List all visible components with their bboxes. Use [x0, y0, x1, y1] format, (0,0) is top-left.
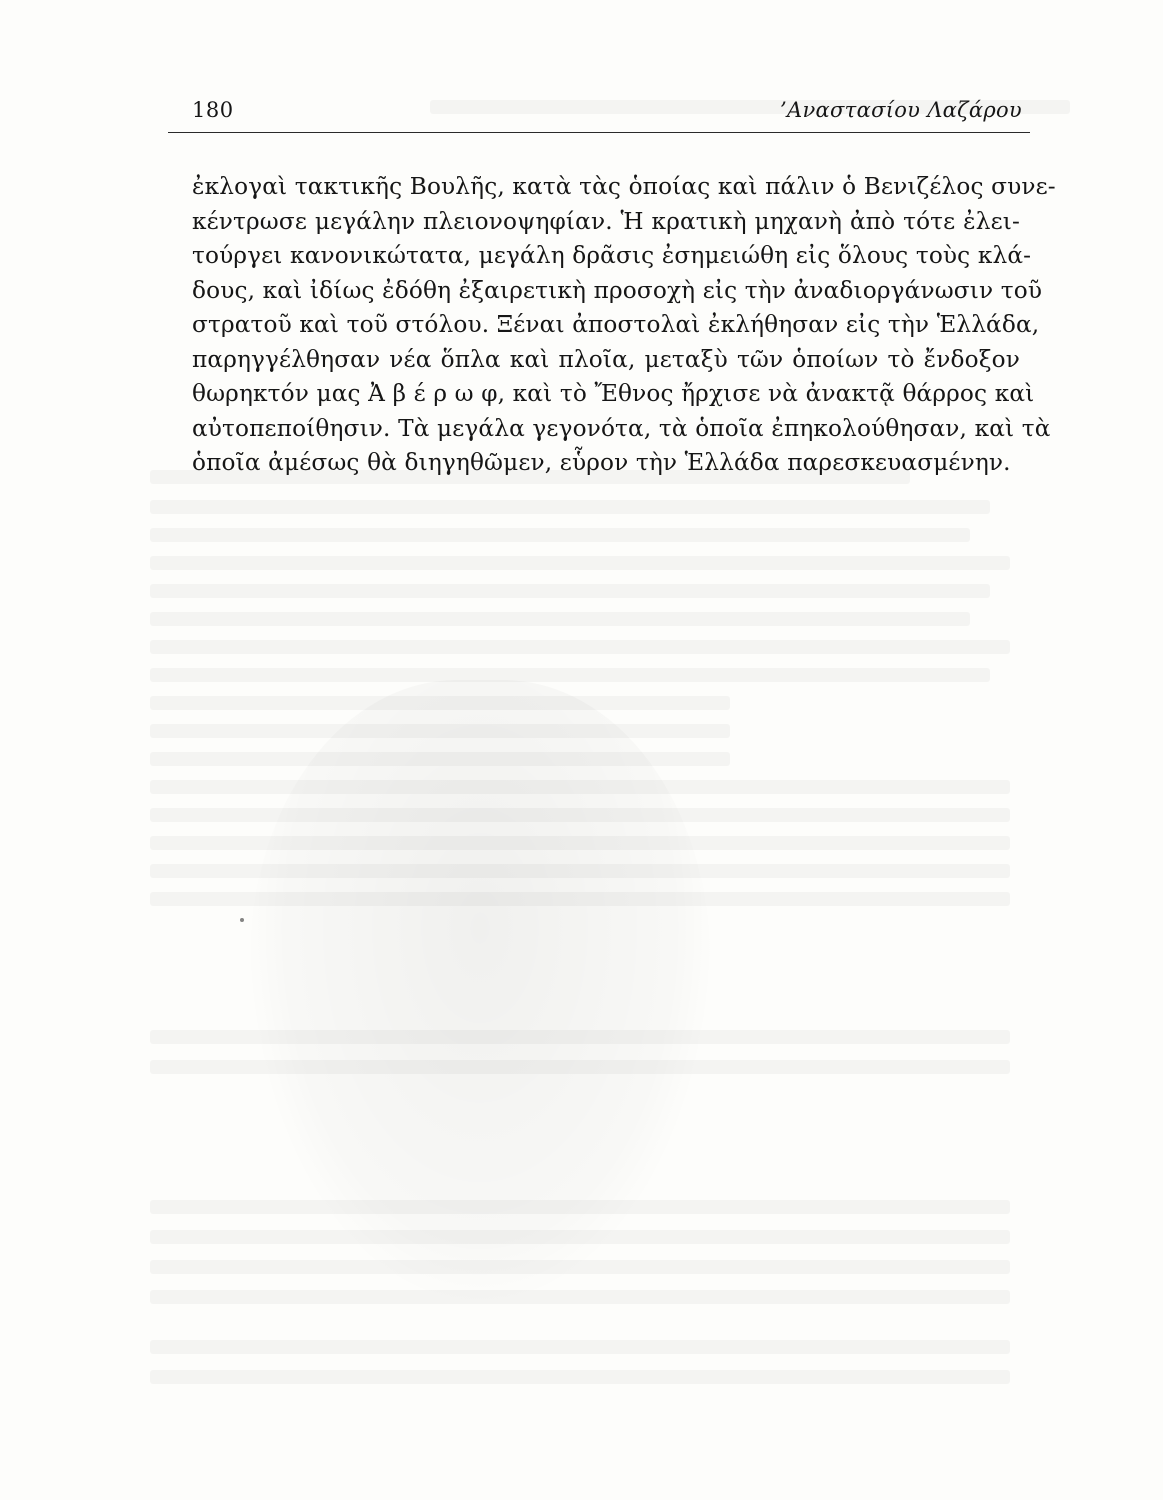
ghost-line	[150, 1340, 1010, 1354]
ghost-line	[150, 640, 1010, 654]
running-head: ’Αναστασίου Λαζάρου	[780, 98, 1022, 122]
page-header	[192, 98, 1022, 132]
ghost-line	[150, 808, 1010, 822]
ghost-line	[150, 892, 1010, 906]
ghost-line	[150, 752, 730, 766]
speck-mark	[240, 918, 244, 922]
text-line: στρατοῦ καὶ τοῦ στόλου. Ξέναι ἀποστολαὶ ἐκλήθησαν εἰς τὴν Ἑλλάδα,	[192, 311, 1040, 338]
ghost-line	[150, 724, 730, 738]
ghost-portrait-image	[250, 680, 710, 1300]
ghost-line	[150, 696, 730, 710]
ghost-line	[150, 556, 1010, 570]
ghost-line	[150, 1200, 1010, 1214]
ghost-line	[150, 836, 1010, 850]
text-line: τούργει κανονικώτατα, μεγάλη δρᾶσις ἐσημειώθη εἰς ὅλους τοὺς κλά-	[192, 242, 1032, 269]
ghost-line	[150, 1290, 1010, 1304]
ghost-line	[150, 1260, 1010, 1274]
text-line: παρηγγέλθησαν νέα ὅπλα καὶ πλοῖα, μεταξὺ τῶν ὁποίων τὸ ἔνδοξον	[192, 345, 1020, 373]
text-line: ὁποῖα ἀμέσως θὰ διηγηθῶμεν, εὗρον τὴν Ἑλλάδα παρεσκευασμένην.	[192, 449, 1011, 476]
ghost-line	[150, 1370, 1010, 1384]
ghost-line	[150, 528, 970, 542]
text-line: κέντρωσε μεγάλην πλειονοψηφίαν. Ἡ κρατικὴ μηχανὴ ἀπὸ τότε ἐλει-	[192, 207, 1020, 235]
ghost-line	[150, 864, 1010, 878]
ghost-line	[150, 612, 970, 626]
text-line: δους, καὶ ἰδίως ἐδόθη ἐξαιρετικὴ προσοχὴ εἰς τὴν ἀναδιοργάνωσιν τοῦ	[192, 276, 1043, 304]
ghost-line	[150, 500, 990, 514]
page-number: 180	[192, 98, 234, 122]
text-line: αὐτοπεποίθησιν. Τὰ μεγάλα γεγονότα, τὰ ὁποῖα ἐπηκολούθησαν, καὶ τὰ	[192, 414, 1051, 442]
ghost-line	[150, 1030, 1010, 1044]
ghost-line	[150, 1230, 1010, 1244]
ghost-line	[150, 584, 990, 598]
text-line: θωρηκτόν μας Ἀ β έ ρ ω φ, καὶ τὸ Ἔθνος ἤρχισε νὰ ἀνακτᾷ θάρρος καὶ	[192, 380, 1035, 407]
header-rule	[168, 132, 1030, 133]
ghost-line	[150, 780, 1010, 794]
text-line: ἐκλογαὶ τακτικῆς Βουλῆς, κατὰ τὰς ὁποίας καὶ πάλιν ὁ Βενιζέλος συνε-	[192, 173, 1056, 200]
ghost-line	[150, 668, 990, 682]
body-paragraph	[192, 170, 1056, 481]
ghost-line	[150, 1060, 1010, 1074]
